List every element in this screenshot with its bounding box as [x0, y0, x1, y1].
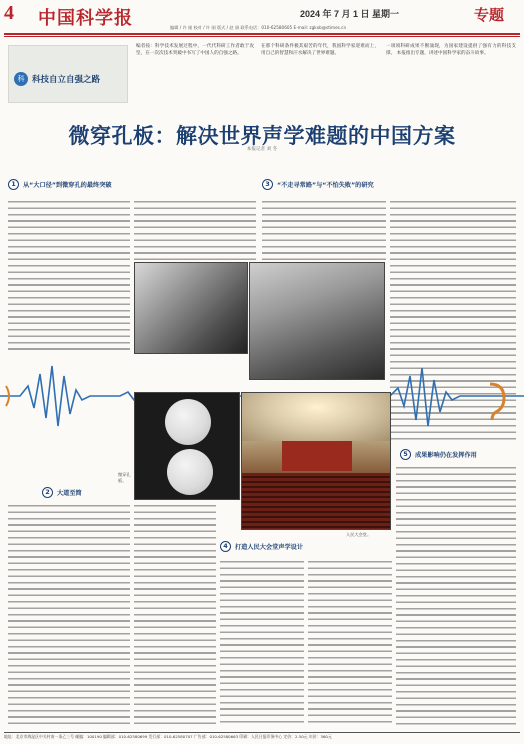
section-2-body-col2 [134, 504, 216, 726]
newspaper-logo: 中国科学报 [38, 8, 133, 29]
section-3-header [262, 178, 374, 190]
footer-info: 地址：北京市海淀区中关村南一条乙三号 邮编：100190 编辑部：010-62580699 发行部：010-62580707 广告部：010-62580663 印刷：人民日报印务中心 定价：2.50元 年价：360元 [4, 734, 332, 739]
section-5-body [396, 466, 516, 726]
lead-column-3 [386, 44, 516, 57]
caption-great-hall: 人民大会堂。 [346, 532, 372, 537]
photo-great-hall [241, 392, 391, 530]
section-5-header [400, 448, 477, 460]
section-1-body-col2 [134, 200, 256, 260]
hall-stage [282, 441, 352, 471]
section-2-header [42, 486, 82, 498]
disc-top [165, 399, 211, 445]
ear-icon [490, 384, 504, 420]
section-3-title: “不走寻常路”与“不怕失败”的研究 [277, 181, 374, 189]
section-1-header [8, 178, 112, 190]
headline: 微穿孔板：解决世界声学难题的中国方案 [68, 124, 456, 148]
caption-discs: 微穿孔板。 [118, 472, 131, 483]
photo-lab-scientists [134, 262, 248, 354]
hall-seats [242, 473, 391, 530]
photo-micro-perforated-discs [134, 392, 240, 500]
section-1-number: 1 [8, 179, 19, 190]
footer-rule [4, 732, 520, 733]
series-title: 科技自立自强之路 [32, 75, 101, 85]
section-4-number: 4 [220, 541, 231, 552]
section-label: 专题 [474, 6, 505, 24]
section-1-title: 从“大口径”到微穿孔的最终突破 [23, 181, 112, 189]
page-number: 4 [4, 2, 14, 24]
section-2-title: 大道至简 [57, 489, 82, 497]
lead-column-3-text: 一项项科研成果不断涌现，为国家建设提供了强有力的科技支撑。 [386, 44, 516, 56]
lead-column-2: 在那个科研条件极其艰苦的年代，我国科学家迎难而上，用自己的智慧和汗水解决了世界难题。 [261, 44, 379, 56]
series-logo-icon: 科 [14, 72, 28, 86]
hall-ceiling [242, 393, 391, 441]
contact-info: 编辑 / 许 刚 校对 / 许 刚 版式 / 赵 娟 联系电话：010-62580605 E-mail: zgkxb@stimes.cn [170, 25, 347, 30]
byline: 本报记者 刘 冬 [246, 147, 278, 152]
section-4-title: 打造人民大会堂声学设计 [235, 543, 304, 551]
section-5-title: 成果影响仍在发挥作用 [415, 451, 477, 459]
section-4-body-col1 [220, 560, 304, 726]
issue-date: 2024 年 7 月 1 日 星期一 [300, 9, 400, 19]
masthead-rule [4, 33, 520, 35]
section-3-body-col1 [262, 200, 386, 260]
section-2-number: 2 [42, 487, 53, 498]
section-3-number: 3 [262, 179, 273, 190]
section-1-body-col1 [8, 200, 130, 350]
section-4-body-col2 [308, 560, 392, 726]
lead-column-4-text: 本报推出专题，讲述中国科学家的奋斗故事。 [396, 50, 489, 56]
masthead-rule-thin [4, 36, 520, 37]
section-4-header [220, 540, 303, 552]
lead-column-1: 编者按：科学技术发展过程中，一代代科研工作者敢于攻坚，在一次次技术突破中书写了中国人的自强之路。 [136, 44, 254, 56]
disc-bottom [167, 449, 213, 495]
section-2-body-col1 [8, 504, 130, 726]
section-5-number: 5 [400, 449, 411, 460]
